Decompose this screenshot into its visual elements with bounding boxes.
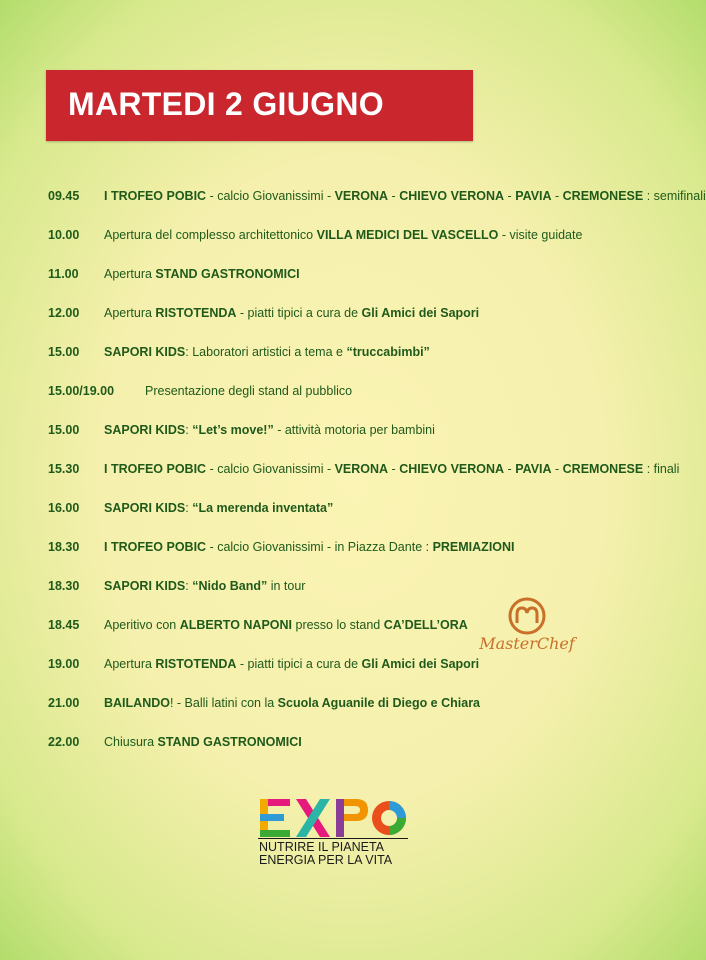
event-text: Aperitivo con [104,618,180,632]
event-text: : [185,423,193,437]
masterchef-logo-text: MasterChef [479,634,575,653]
event-text: Presentazione degli stand al pubblico [145,384,353,398]
event-highlight: VERONA [334,189,389,203]
event-time: 18.45 [48,618,80,632]
event-text: - attività motoria per bambini [273,423,435,437]
event-text: - piatti tipici a cura de [236,657,362,671]
event-highlight: PAVIA [515,462,552,476]
masterchef-logo [465,596,589,654]
event-highlight: SAPORI KIDS [104,579,186,593]
event-time: 15.00/19.00 [48,384,115,398]
event-text: : [185,579,193,593]
event-highlight: Gli Amici dei Sapori [361,657,480,671]
event-text: - [504,462,516,476]
event-description [104,537,515,557]
event-description [104,498,333,518]
event-highlight: Gli Amici dei Sapori [361,306,480,320]
event-text: Apertura del complesso architettonico [104,228,317,242]
event-highlight: CREMONESE [562,189,644,203]
event-text: Chiusura [104,735,158,749]
event-text: : [185,501,193,515]
event-highlight: ALBERTO NAPONI [179,618,293,632]
event-text: - piatti tipici a cura de [236,306,362,320]
event-text: - calcio Giovanissimi - [206,189,335,203]
event-time: 21.00 [48,696,80,710]
event-highlight: “Nido Band” [192,579,268,593]
event-text: - visite guidate [498,228,583,242]
expo-logo [258,797,410,869]
expo-wordmark [258,797,408,839]
event-text: Apertura [104,267,156,281]
event-description [104,459,679,479]
event-time: 19.00 [48,657,80,671]
event-highlight: “Let’s move!” [192,423,274,437]
event-text: : finali [643,462,680,476]
event-text: - calcio Giovanissimi - [206,462,335,476]
event-description [104,693,480,713]
event-description [104,303,479,323]
event-text: - [388,189,400,203]
event-highlight: SAPORI KIDS [104,501,186,515]
event-highlight: STAND GASTRONOMICI [157,735,302,749]
event-text: - [551,462,563,476]
event-time: 18.30 [48,540,80,554]
event-description [104,264,300,284]
expo-tagline-2: ENERGIA PER LA VITA [259,853,393,867]
event-text: - [388,462,400,476]
event-text: : semifinali [643,189,706,203]
event-time: 12.00 [48,306,80,320]
event-text: in tour [267,579,306,593]
event-time: 16.00 [48,501,80,515]
event-time: 18.30 [48,579,80,593]
event-text: presso lo stand [292,618,384,632]
event-description [104,732,302,752]
event-highlight: Scuola Aguanile di Diego e Chiara [277,696,481,710]
event-text: Apertura [104,657,156,671]
event-time: 10.00 [48,228,80,242]
page-title: MARTEDI 2 GIUGNO [68,86,384,122]
event-text: - [551,189,563,203]
event-description [145,381,352,401]
event-text: ! - Balli latini con la [169,696,278,710]
event-highlight: “La merenda inventata” [192,501,334,515]
event-highlight: I TROFEO POBIC [104,462,207,476]
event-description [104,654,479,674]
event-highlight: SAPORI KIDS [104,423,186,437]
event-time: 15.00 [48,423,80,437]
event-highlight: PAVIA [515,189,552,203]
event-highlight: I TROFEO POBIC [104,189,207,203]
event-highlight: BAILANDO [104,696,170,710]
event-time: 15.30 [48,462,80,476]
event-highlight: CA’DELL’ORA [383,618,468,632]
event-description [104,420,435,440]
event-highlight: CHIEVO VERONA [399,189,505,203]
event-text: : Laboratori artistici a tema e [185,345,347,359]
event-description [104,225,582,245]
event-time: 11.00 [48,267,79,281]
event-description [104,186,706,206]
event-time: 22.00 [48,735,80,749]
event-time: 09.45 [48,189,80,203]
event-text: - calcio Giovanissimi - in Piazza Dante : [206,540,433,554]
event-highlight: RISTOTENDA [155,657,237,671]
event-highlight: SAPORI KIDS [104,345,186,359]
event-highlight: CHIEVO VERONA [399,462,505,476]
event-highlight: VERONA [334,462,389,476]
event-highlight: STAND GASTRONOMICI [155,267,300,281]
event-description [104,342,430,362]
event-description [104,615,468,635]
event-highlight: CREMONESE [562,462,644,476]
event-highlight: “truccabimbi” [346,345,430,359]
event-highlight: RISTOTENDA [155,306,237,320]
event-description [104,576,305,596]
event-time: 15.00 [48,345,80,359]
expo-tagline-1: NUTRIRE IL PIANETA [259,840,385,854]
event-text: Apertura [104,306,156,320]
event-highlight: VILLA MEDICI DEL VASCELLO [316,228,499,242]
event-text: - [504,189,516,203]
event-highlight: PREMIAZIONI [432,540,515,554]
event-highlight: I TROFEO POBIC [104,540,207,554]
